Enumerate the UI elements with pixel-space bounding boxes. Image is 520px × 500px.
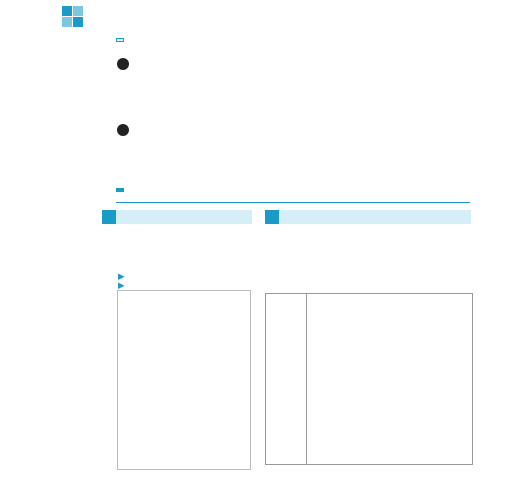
derivative-arrow-icon: ▶ (118, 271, 125, 281)
question-number (117, 58, 129, 70)
note-box (117, 290, 251, 470)
section-tag (116, 38, 124, 42)
question-number (117, 124, 129, 136)
part-logo-icon (62, 6, 84, 28)
core-vocab-tag (116, 188, 124, 192)
entry-number (102, 210, 116, 224)
divider (306, 294, 307, 464)
derivative-arrow-icon: ▶ (118, 280, 125, 290)
divider (116, 202, 470, 203)
entry-number (265, 210, 279, 224)
entry-header-bar (102, 210, 252, 224)
compare-table (265, 293, 473, 465)
entry-header-bar (265, 210, 471, 224)
